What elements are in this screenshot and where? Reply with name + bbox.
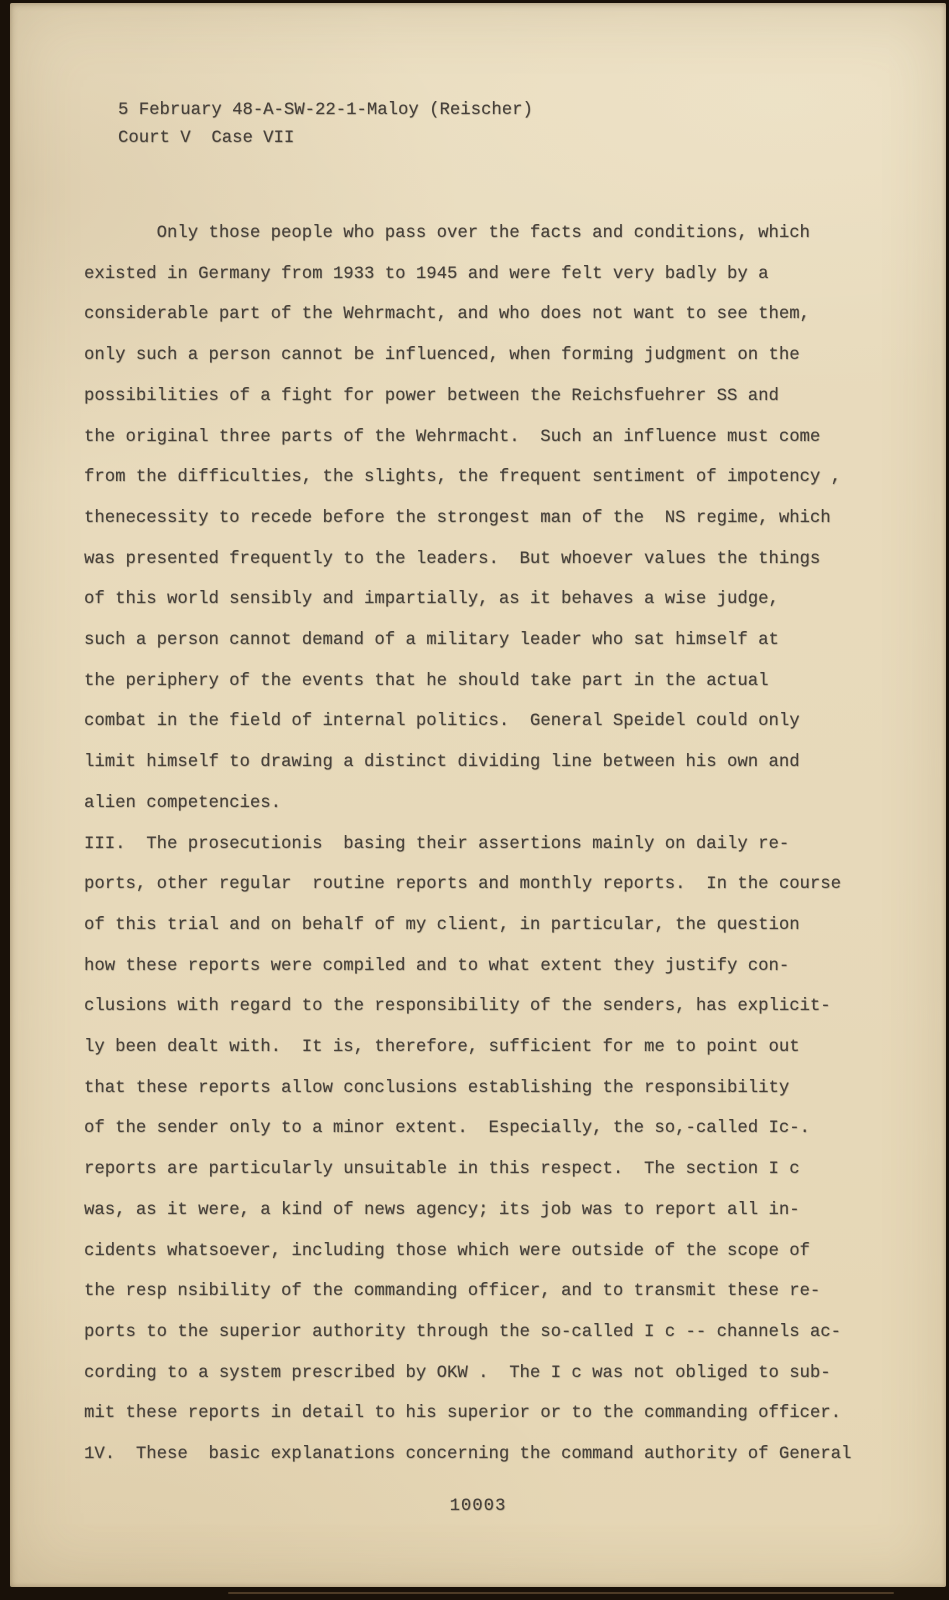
text-line: 1V. These basic explanations concerning the command authority of General [84, 1445, 852, 1465]
text-line: thenecessity to recede before the strongest man of the NS regime, which [84, 508, 831, 528]
text-line: limit himself to drawing a distinct dividing line between his own and [84, 753, 800, 773]
text-line: ports, other regular routine reports and monthly reports. In the course [84, 875, 842, 895]
header-date-case-line: 5 February 48-A-SW-22-1-Maloy (Reischer) [118, 101, 533, 120]
text-line: possibilities of a fight for power between the Reichsfuehrer SS and [84, 386, 779, 406]
text-line: that these reports allow conclusions establishing the responsibility [84, 1078, 790, 1098]
text-line: was, as it were, a kind of news agency; its job was to report all in- [84, 1200, 800, 1220]
text-line: existed in Germany from 1933 to 1945 and were felt very badly by a [84, 264, 769, 284]
header-court-case-line: Court V Case VII [118, 128, 295, 148]
text-line: III. The prosecutionis basing their assertions mainly on daily re- [84, 834, 790, 854]
text-line: of this world sensibly and impartially, as it behaves a wise judge, [84, 590, 779, 610]
text-line: ly been dealt with. It is, therefore, sufficient for me to point out [84, 1038, 800, 1058]
text-line: ports to the superior authority through the so-called I c -- channels ac- [84, 1322, 842, 1342]
text-line: mit these reports in detail to his superior or to the commanding officer. [84, 1404, 842, 1424]
page-number: 10003 [449, 1497, 507, 1516]
text-line: the resp nsibility of the commanding officer, and to transmit these re- [84, 1282, 821, 1302]
paper-sheet [10, 3, 946, 1587]
text-line: cidents whatsoever, including those which were outside of the scope of [84, 1241, 810, 1261]
document-header [118, 97, 533, 152]
underlying-page-edge [228, 1592, 894, 1594]
text-line: reports are particularly unsuitable in this respect. The section I c [84, 1160, 800, 1180]
text-line: considerable part of the Wehrmacht, and who does not want to see them, [84, 305, 810, 325]
text-line: from the difficulties, the slights, the frequent sentiment of impotency , [84, 468, 842, 488]
text-line: only such a person cannot be influenced, when forming judgment on the [84, 346, 800, 366]
text-line: Only those people who pass over the facts and conditions, which [84, 224, 810, 243]
text-line: the original three parts of the Wehrmacht. Such an influence must come [84, 427, 821, 447]
document-body-text [84, 214, 851, 1476]
text-line: such a person cannot demand of a military leader who sat himself at [84, 631, 779, 651]
text-line: of the sender only to a minor extent. Especially, the so,-called Ic-. [84, 1119, 810, 1139]
text-line: alien competencies. [84, 793, 282, 813]
text-line: how these reports were compiled and to what extent they justify con- [84, 956, 790, 976]
text-line: combat in the field of internal politics. General Speidel could only [84, 712, 800, 732]
text-line: clusions with regard to the responsibility of the senders, has explicit- [84, 997, 831, 1017]
text-line: of this trial and on behalf of my client, in particular, the question [84, 915, 800, 935]
text-line: the periphery of the events that he should take part in the actual [84, 671, 769, 691]
text-line: was presented frequently to the leaders. But whoever values the things [84, 549, 821, 569]
text-line: cording to a system prescribed by OKW . The I c was not obliged to sub- [84, 1363, 831, 1383]
